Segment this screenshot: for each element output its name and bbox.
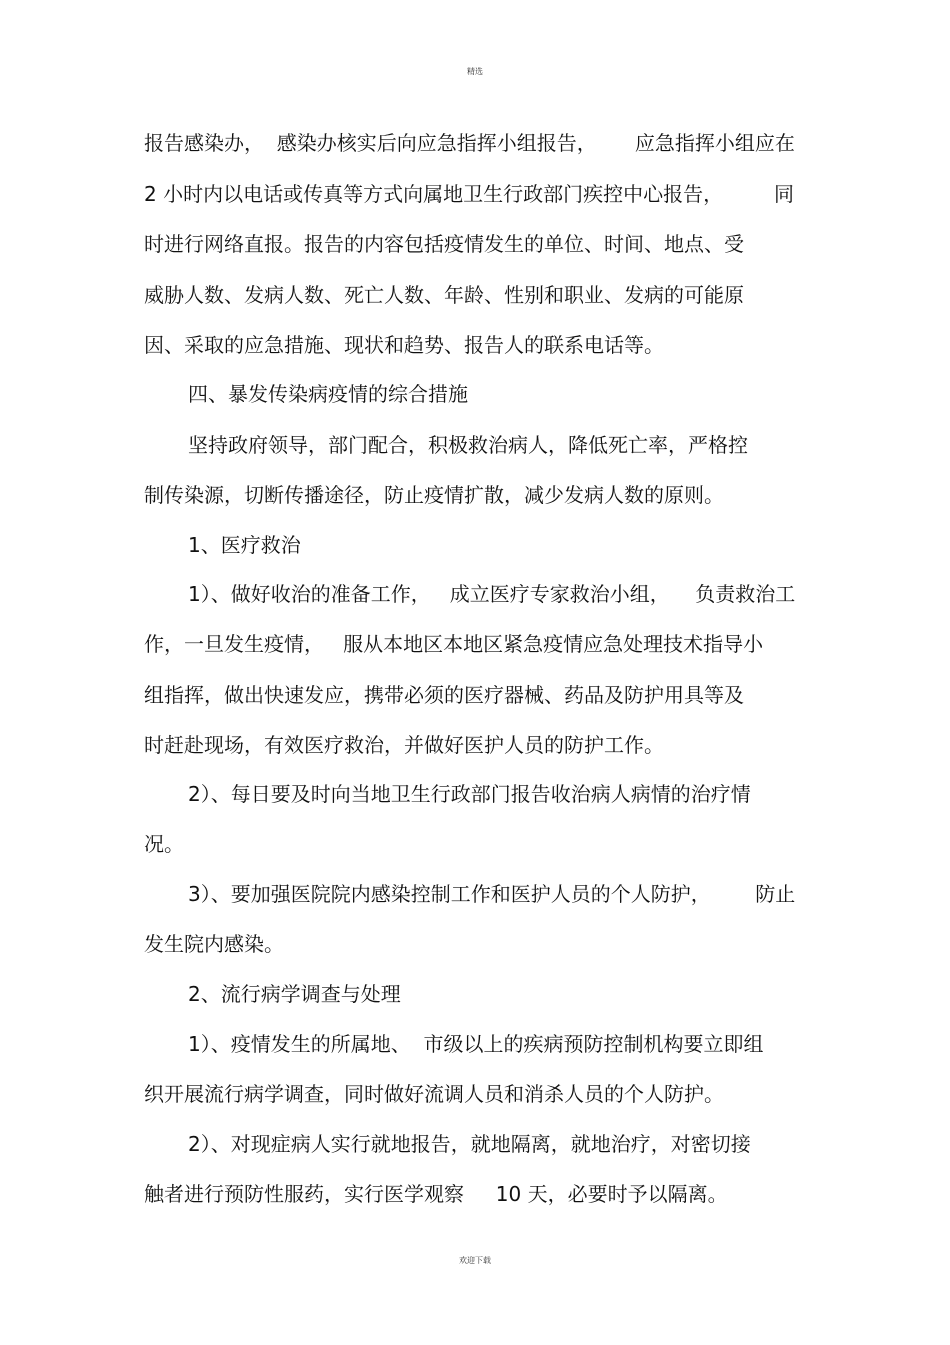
text-line: 报告感染办， 感染办核实后向应急指挥小组报告， 应急指挥小组应在	[144, 131, 795, 155]
text-line: 威胁人数、发病人数、死亡人数、年龄、性别和职业、发病的可能原	[144, 283, 744, 307]
text-line: 织开展流行病学调查，同时做好流调人员和消杀人员的个人防护。	[144, 1082, 724, 1106]
text-line: 作，一旦发生疫情， 服从本地区本地区紧急疫情应急处理技术指导小	[144, 632, 764, 656]
text-line: 1）、疫情发生的所属地、 市级以上的疾病预防控制机构要立即组	[188, 1032, 764, 1056]
text-line: 坚持政府领导，部门配合，积极救治病人，降低死亡率，严格控	[188, 433, 748, 457]
text-line: 触者进行预防性服药，实行医学观察 10 天，必要时予以隔离。	[144, 1182, 728, 1206]
text-line: 2）、对现症病人实行就地报告，就地隔离，就地治疗，对密切接	[188, 1132, 751, 1156]
page-header: 精选	[467, 67, 483, 76]
text-line: 制传染源，切断传播途径，防止疫情扩散，减少发病人数的原则。	[144, 483, 724, 507]
text-line: 时赶赴现场，有效医疗救治，并做好医护人员的防护工作。	[144, 733, 664, 757]
section-heading: 四、暴发传染病疫情的综合措施	[188, 382, 468, 406]
text-line: 2）、每日要及时向当地卫生行政部门报告收治病人病情的治疗情	[188, 782, 751, 806]
text-line: 因、采取的应急措施、现状和趋势、报告人的联系电话等。	[144, 333, 664, 357]
page-footer: 欢迎下载	[459, 1256, 491, 1265]
text-line: 2 小时内以电话或传真等方式向属地卫生行政部门疾控中心报告， 同	[144, 182, 794, 206]
text-line: 组指挥，做出快速发应，携带必须的医疗器械、药品及防护用具等及	[144, 683, 744, 707]
text-line: 时进行网络直报。报告的内容包括疫情发生的单位、时间、地点、受	[144, 232, 744, 256]
text-line: 1）、做好收治的准备工作， 成立医疗专家救治小组， 负责救治工	[188, 582, 796, 606]
text-line: 3）、要加强医院院内感染控制工作和医护人员的个人防护， 防止	[188, 882, 796, 906]
subsection-heading: 2、流行病学调查与处理	[188, 982, 401, 1006]
subsection-heading: 1、医疗救治	[188, 533, 301, 557]
text-line: 发生院内感染。	[144, 932, 284, 956]
text-line: 况。	[144, 832, 184, 856]
